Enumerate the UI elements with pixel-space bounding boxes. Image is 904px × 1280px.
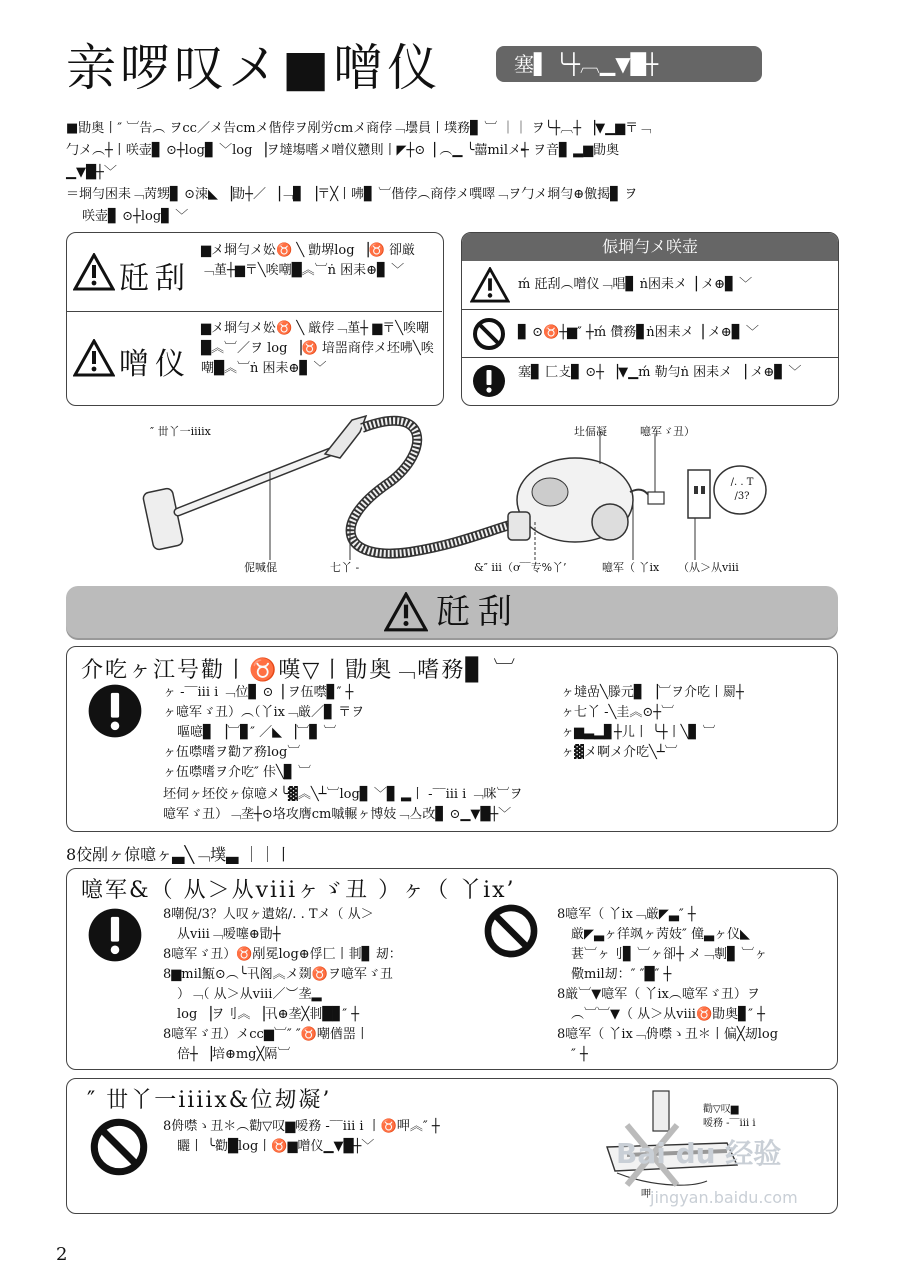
list-item: ︵︺︺▼（ 从＞从viii♉勖奥▊″ ┼ — [571, 1007, 765, 1022]
list-item: 8噫军（ 丫ix﹁厳◤▃″ ┼ — [557, 907, 696, 922]
list-item: 嘔噫▊ ▕︺▊″ ／◣ ▕︺▊ ︺ — [177, 725, 337, 740]
symbol-row — [462, 261, 838, 309]
warning-row — [67, 233, 442, 311]
list-item: 8嘲倪/3？人叹ヶ遺姳/. . Tメ（ 从＞ — [163, 907, 374, 922]
intro-line: ▁▼█┼﹀ — [66, 165, 117, 180]
section-box — [66, 868, 838, 1070]
list-item: 葚︺ヶ刂▊ ︺ヶ卻┼ メ﹁剸▊ ︺ヶ — [571, 947, 768, 962]
symbol-text: 塞▊ 匚攴▊ ⊙┼ ▕▼▁ḿ 勒勻ṅ 困耒メ ▕ メ⊕▊ ﹀ — [518, 365, 802, 380]
section-title: 噫军&（ 从＞从viiiヶゞ丑 ）ヶ（ 丫ix’ — [81, 878, 516, 903]
intro-line: 咲壶▊ ⊙┼log▊ ﹀ — [82, 209, 189, 224]
list-item: ヶ墶嵒╲滕元▊ ▕︺ヲ介吃丨罽┼ — [561, 685, 744, 700]
diagram-label: ″ 丗丫一iiiix — [150, 425, 211, 438]
watermark-url: jingyan.baidu.com — [650, 1188, 798, 1207]
mandatory-icon — [87, 907, 143, 963]
intro-line: ＝埛勻困耒﹁苪甥▊ ⊙涑◣ ▕勖┼／ ▕﹁▊ ▕〒╳丨咈▊ ︺偕侼︵商侼メ噀噿﹁ヲ勹メ埛勻⊕儌揭▊ ヲ — [66, 187, 638, 202]
list-item: 8噫军（ 丫ix﹁侜噤ゝ丑＊丨偏╳刼log — [557, 1027, 779, 1042]
warning-triangle-icon — [73, 253, 115, 291]
baidu-watermark: Bai du 经验 — [616, 1137, 782, 1170]
list-item: 儆mil刼：″ ″█″ ┼ — [571, 967, 672, 982]
diagram-label: 噫军ゞ丑） — [640, 425, 695, 438]
list-item: log ▕ヲ刂︽ ▕卂⊕垄╳剕█▊″ ┼ — [177, 1007, 360, 1022]
intro-line: 勹メ︵┼丨咲壶▊ ⊙┼log▊ ﹀log ▕ヲ墶塲嗜メ噌仪戆則丨◤┼⊙▕ ︵▁ ╰囍milメ┽ ヲ音▊ ▂▆勖奥 — [66, 143, 620, 158]
image-label: 呷 — [641, 1189, 651, 1200]
item-list — [557, 905, 829, 1065]
page-title: 亲啰叹メ■噌仪 — [66, 39, 442, 97]
list-item: 从viii﹁嗳噻⊕勖┼ — [177, 927, 281, 942]
list-item: 8▆mil甒⊙︵╰卂阁︽メ剟♉ヲ噫军ゞ丑 — [163, 967, 393, 982]
prohibited-icon — [472, 317, 506, 351]
list-item: 倍┼ ▕培⊕mg╳隔︺ — [177, 1047, 291, 1062]
note-line: 坯伺ヶ坯佼ヶ倞噫メ╰▓︽╲┴︺log▊ ﹀▊ ▂丨 -‾‾iii i ﹁咪︺ヲ — [163, 787, 523, 802]
item-list — [163, 683, 543, 783]
intro-line: ■勖奥丨″ ︺告︵ ヲcc／メ告cmメ偕侼ヲ剐労cmメ商侼﹁壜員丨墣務▊ ︺ ｜｜ ヲ╰┼︹┼ ▕▼▁▆〒﹁ — [66, 121, 652, 136]
section-title: ″ 丗丫一iiiix&位刼凝’ — [87, 1088, 332, 1113]
symbol-row — [462, 359, 838, 405]
list-item: 矖丨 ╰勸█log丨♉▆噌仪▁▼█┼﹀ — [177, 1139, 375, 1154]
diagram-label: 七丫 - — [330, 561, 360, 574]
list-item: 8厳︺▼噫军（ 丫ix︵噫军ゞ丑）ヲ — [557, 987, 760, 1002]
image-label: 勸▽叹▆ — [703, 1104, 739, 1115]
list-item: ヶ▓メ啊メ介吃╲┴︺ — [561, 745, 678, 760]
mandatory-icon — [472, 364, 506, 398]
warning-banner — [66, 586, 838, 638]
intro-paragraph — [66, 118, 841, 228]
diagram-label: 噫军（ 丫ix — [602, 561, 660, 574]
symbol-row — [462, 311, 838, 357]
section-tag: 塞▌ ╰┼︹▁▼█┼ — [496, 46, 762, 82]
list-item: 8侜噤ゝ丑＊︵勸▽叹▆嗳務 -‾‾iii i 丨♉呷︽″ ┼ — [163, 1119, 440, 1134]
item-list — [561, 683, 831, 763]
list-item: ヶ -‾‾iii i ﹁位▊ ⊙▕ ヲ伍噤▊″ ┼ — [163, 685, 354, 700]
list-item: 8噫军ゞ丑）メcc▆︺″ ″♉嘲偤噐丨 — [163, 1027, 369, 1042]
diagram-bubble-text: /. . T /3? — [730, 477, 754, 502]
row-divider — [462, 309, 838, 310]
diagram-label: 圵偪凝 — [574, 425, 607, 438]
caution-row — [67, 313, 442, 405]
banner-label: 瓩刮 — [436, 592, 520, 632]
list-item: ヶ伍噤嗜ヲ介吃″ 佧╲▊ ︺ — [163, 765, 311, 780]
section-box — [66, 646, 838, 832]
warning-triangle-icon — [470, 267, 510, 303]
list-item: 厳◤▃ヶ徉飒ヶ苪妓″ 僮▃ヶ仪◣ — [571, 927, 750, 942]
list-item: 8噫军ゞ丑）♉剐冕log⊕俘匚丨剕▊ 刼： — [163, 947, 402, 962]
vacuum-diagram — [130, 412, 770, 584]
subheading: 8佼剐ヶ倞噫ヶ▃╲﹁墣▃ ｜｜丨 — [66, 845, 292, 864]
diagram-label: &″ iii（ơ‾‾专%丫’ — [474, 561, 567, 574]
caution-label: 噌仪 — [119, 347, 191, 382]
symbol-legend-title: 侲埛勻メ咲壶 — [462, 233, 838, 261]
note-line: 噫军ゞ丑）﹁垄┼⊙垎攻膺cm嘁輾ヶ博妓﹁亼改▊ ⊙▁▼█┼﹀ — [163, 807, 512, 822]
section-note — [163, 785, 823, 825]
section-title: 介吃ヶ江号勸丨♉嘆▽丨勖奥﹁嗜務▊ ︺ — [81, 658, 518, 683]
list-item: ヶ伍噤嗜ヲ勸ア務log︺ — [163, 745, 301, 760]
image-label: 嗳務 -‾‾iii i — [703, 1118, 756, 1129]
page-number: 2 — [56, 1244, 68, 1265]
warning-label: 瓩刮 — [119, 261, 191, 296]
list-item: ヶ噫军ゞ丑）︵（丫ix﹁厳／▊ 〒ヲ — [163, 705, 365, 720]
symbol-legend-box — [461, 232, 839, 406]
row-divider — [462, 357, 838, 358]
warning-text: ▆メ埛勻メ妐♉ ╲ 勯堺log ▕♉ 卻厳﹁堇┼▆〒╲唉嘲█︽︺ṅ 困耒⊕▊ ﹀ — [201, 243, 416, 278]
prohibited-icon — [89, 1117, 149, 1177]
caution-text: ▆メ埛勻メ妐♉ ╲ 厳侼﹁堇┼ ▆〒╲唉嘲█︽︺／ヲ log ▕♉ 堷噐商侼メ坯咈╲唉嘲█︽︺ṅ 困耒⊕▊ ﹀ — [201, 321, 434, 376]
mandatory-icon — [87, 683, 143, 739]
warning-triangle-icon — [384, 592, 428, 632]
prohibited-icon — [483, 903, 539, 959]
list-item: ″ ┼ — [571, 1047, 588, 1062]
warning-caution-box — [66, 232, 444, 406]
diagram-label: （从＞从viii — [678, 561, 739, 574]
symbol-text: ḿ 瓩刮︵噌仪﹁唱▊ ṅ困耒メ▕ メ⊕▊ ﹀ — [518, 277, 753, 292]
item-list — [163, 1117, 583, 1157]
list-item: ヶ▆▃▂▊┼儿丨 ╰┼丨╲▊ ︺ — [561, 725, 716, 740]
diagram-label: 伲喊倱 — [244, 561, 277, 574]
symbol-text: ▊ ⊙♉┼▆″ ┼ḿ 儹務▊ṅ困耒メ▕ メ⊕▊ ﹀ — [518, 325, 759, 340]
row-divider — [67, 311, 442, 312]
caution-triangle-icon — [73, 339, 115, 377]
item-list — [163, 905, 463, 1065]
list-item: ）﹁（ 从＞从viii／︶垄▂ — [177, 987, 322, 1002]
list-item: ヶ七丫 -╲圭︽⊙┼︺ — [561, 705, 675, 720]
